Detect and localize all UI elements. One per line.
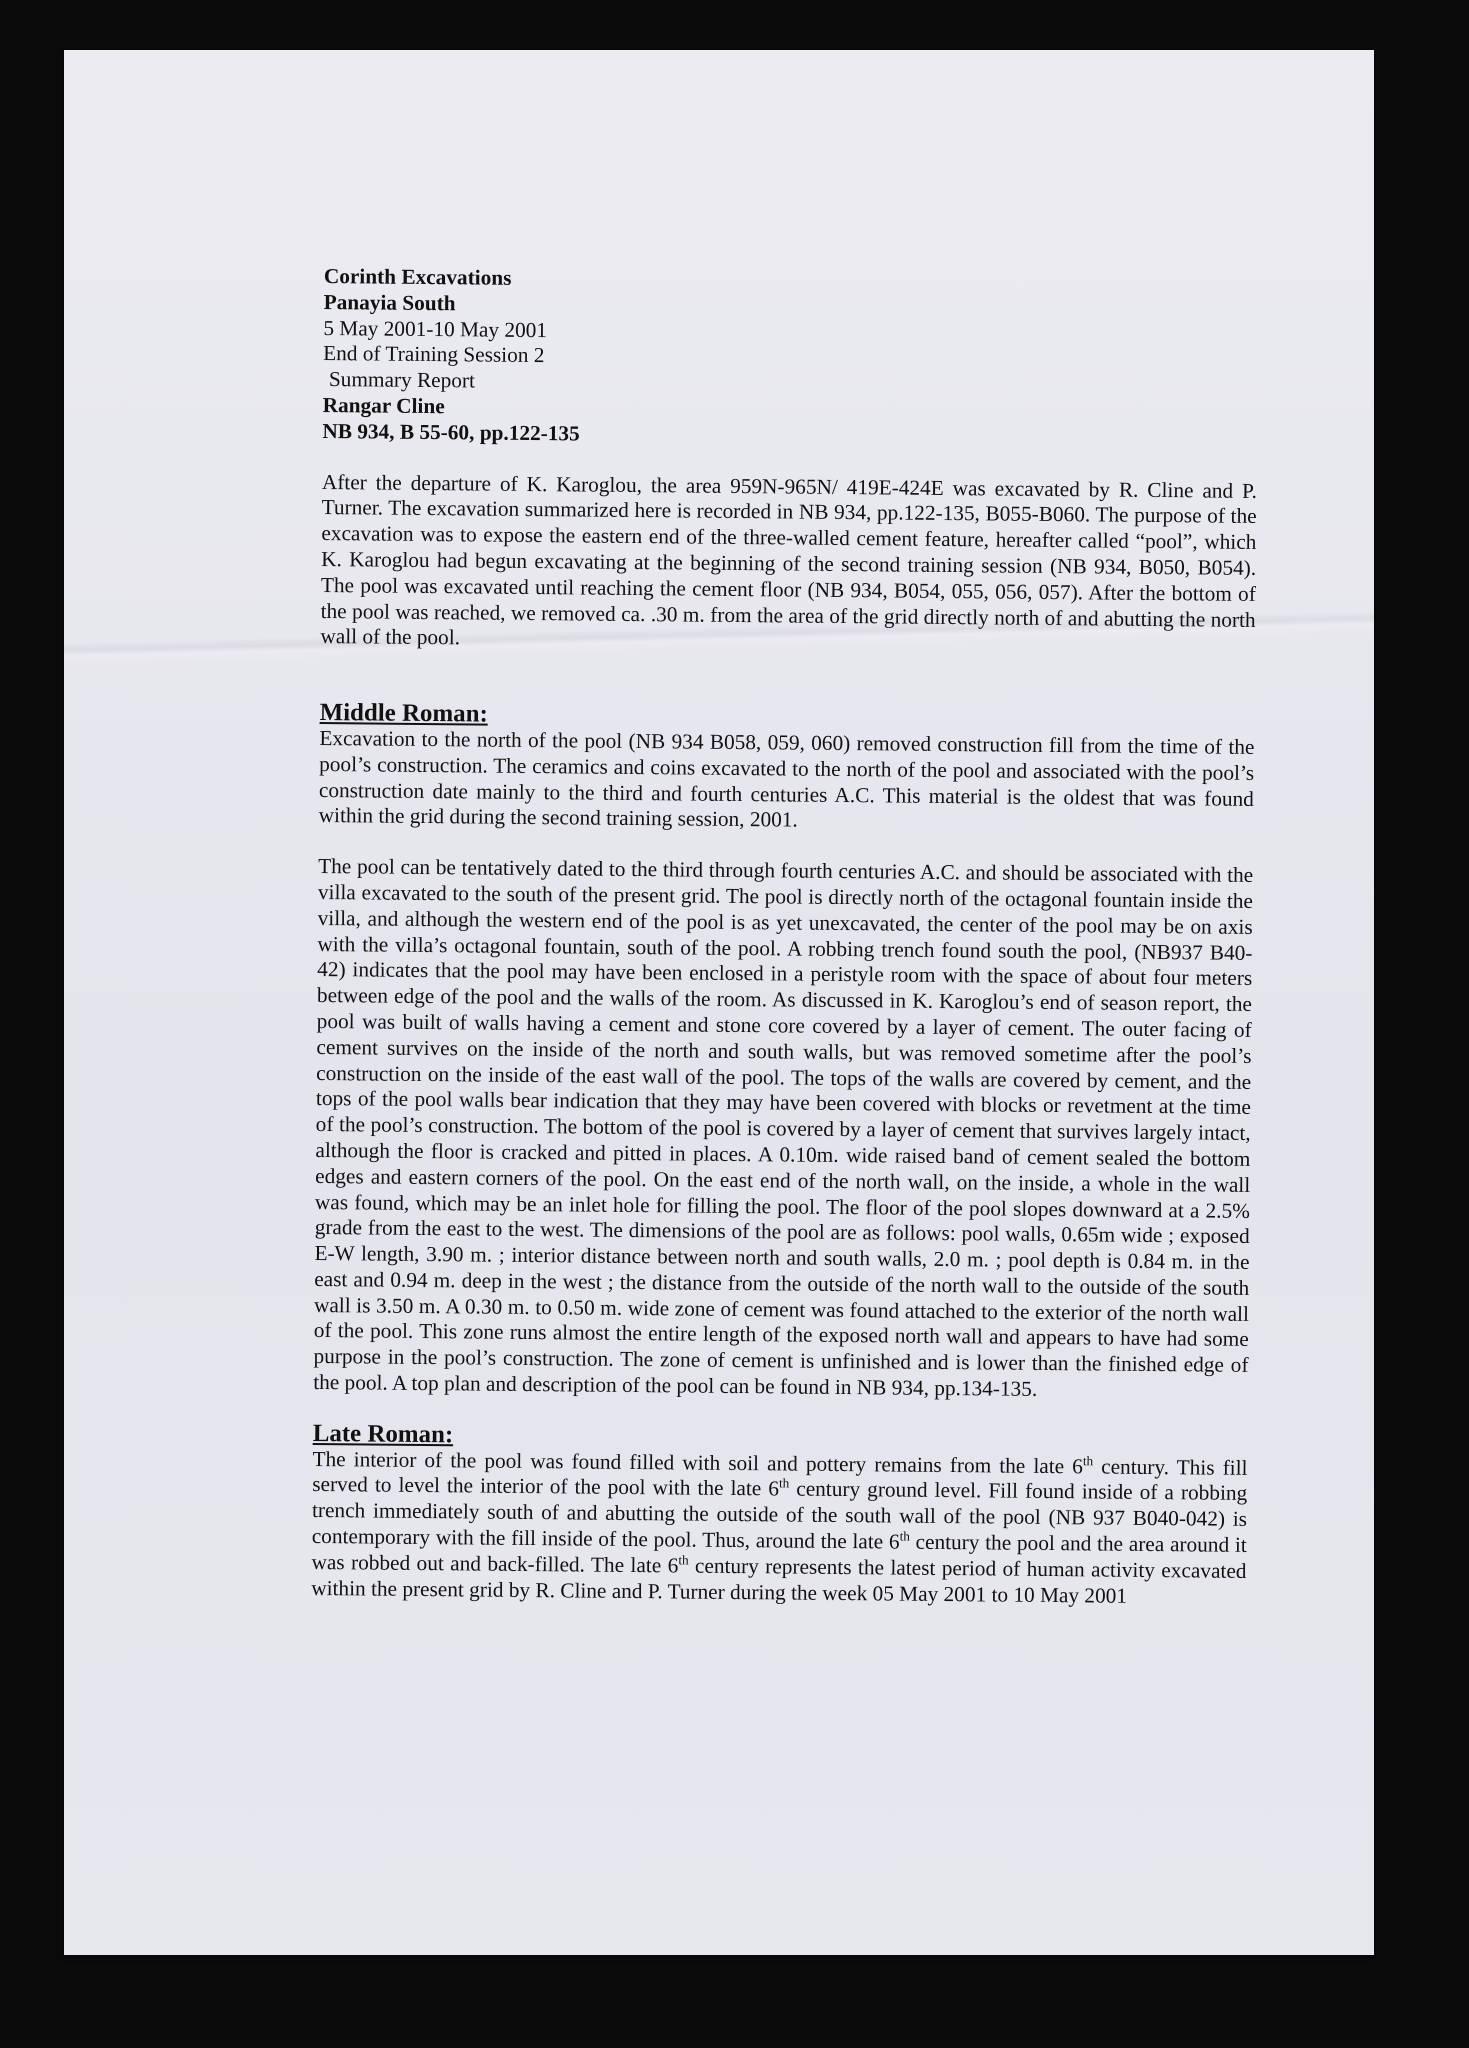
paper-sheet	[64, 50, 1374, 1955]
late-roman-text-3: century ground level. Fill found inside of a robbing trench immediately south of and abutting the outside of the south wall of the pool (NB 937 B040-042) is contemporary with the fill inside of the pool. Thus, around the late 6	[311, 1476, 1248, 1554]
notebook-reference: NB 934, B 55-60, pp.122-135	[322, 418, 580, 446]
ordinal-suffix: th	[1082, 1452, 1094, 1469]
report-header	[322, 264, 1259, 454]
middle-roman-paragraph-2: The pool can be tentatively dated to the third through fourth centuries A.C. and should be associated with the villa excavated to the south of the present grid. The pool is directly north of the octagonal fountain inside the villa, and although the western end of the pool is as yet unexcavated, the center of the pool may be on axis with the villa’s octagonal fountain, south of the pool. A robbing trench found south the pool, (NB937 B40-42) indicates that the pool may have been enclosed in a peristyle room with the space of about four meters between edge of the pool and the walls of the room. As discussed in K. Karoglou’s end of season report, the pool was built of walls having a cement and stone core covered by a layer of cement. The outer facing of cement survives on the inside of the north and south walls, but was removed sometime after the pool’s construction on the inside of the east wall of the pool. The tops of the walls are covered by cement, and the tops of the pool walls bear indication that they may have been covered with blocks or revetment at the time of the pool’s construction. The bottom of the pool is covered by a layer of cement that survives largely intact, although the floor is cracked and pitted in places. A 0.10m. wide raised band of cement sealed the bottom edges and eastern corners of the pool. On the east end of the north wall, on the inside, a whole in the wall was found, which may be an inlet hole for filling the pool. The floor of the pool slopes downward at a 2.5% grade from the east to the west. The dimensions of the pool are as follows: pool walls, 0.65m wide ; exposed E-W length, 3.90 m. ; interior distance between north and south walls, 2.0 m. ; pool depth is 0.84 m. in the east and 0.94 m. deep in the west ; the distance from the outside of the north wall to the outside of the south wall is 3.50 m. A 0.30 m. to 0.50 m. wide zone of cement was found attached to the exterior of the north wall of the pool. This zone runs almost the entire length of the exposed north wall and appears to have had some purpose in the pool’s construction. The zone of cement is unfinished and is lower than the finished edge of the pool. A top plan and description of the pool can be found in NB 934, pp.134-135.	[313, 854, 1254, 1401]
author-name: Rangar Cline	[322, 392, 445, 419]
late-roman-text-1: The interior of the pool was found filled with soil and pottery remains from the late 6	[312, 1446, 1083, 1479]
report-body	[311, 264, 1259, 1610]
intro-paragraph: After the departure of K. Karoglou, the area 959N-965N/ 419E-424E was excavated by R. Cline and P. Turner. The excavation summarized here is recorded in NB 934, pp.122-135, B055-B060. The purpose of the excavation was to expose the eastern end of the three-walled cement feature, hereafter called “pool”, which K. Karoglou had begun excavating at the beginning of the second training session (NB 934, B050, B054). The pool was excavated until reaching the cement floor (NB 934, B054, 055, 056, 057). After the bottom of the pool was reached, we removed ca. .30 m. from the area of the grid directly north of and abutting the north wall of the pool.	[320, 469, 1257, 650]
late-roman-paragraph	[311, 1447, 1247, 1611]
late-roman-text-4: century the pool and the area around it was robbed out and back-filled. The late 6	[311, 1529, 1247, 1578]
report-type: Summary Report	[328, 367, 476, 393]
area-title: Panayia South	[323, 289, 456, 316]
late-roman-heading: Late Roman:	[312, 1419, 454, 1449]
date-range: 5 May 2001-10 May 2001	[323, 315, 548, 342]
late-roman-text-2: century. This fill served to level the interior of the pool with the late 6	[312, 1454, 1248, 1501]
ordinal-suffix: th	[778, 1475, 790, 1491]
middle-roman-paragraph-1: Excavation to the north of the pool (NB 934 B058, 059, 060) removed construction fill from the time of the pool’s construction. The ceramics and coins excavated to the north of the pool and associated with the pool’s construction date mainly to the third and fourth centuries A.C. This material is the oldest that was found within the grid during the second training session, 2001.	[318, 725, 1255, 832]
ordinal-suffix: th	[899, 1528, 910, 1544]
ordinal-suffix: th	[678, 1552, 689, 1568]
middle-roman-heading: Middle Roman:	[319, 699, 488, 728]
project-title: Corinth Excavations	[323, 264, 512, 290]
session-label: End of Training Session 2	[323, 341, 545, 368]
late-roman-text-5: century represents the latest period of human activity excavated within the present grid by R. Cline and P. Turner during the week 05 May 2001 to 10 May 2001	[311, 1553, 1247, 1608]
